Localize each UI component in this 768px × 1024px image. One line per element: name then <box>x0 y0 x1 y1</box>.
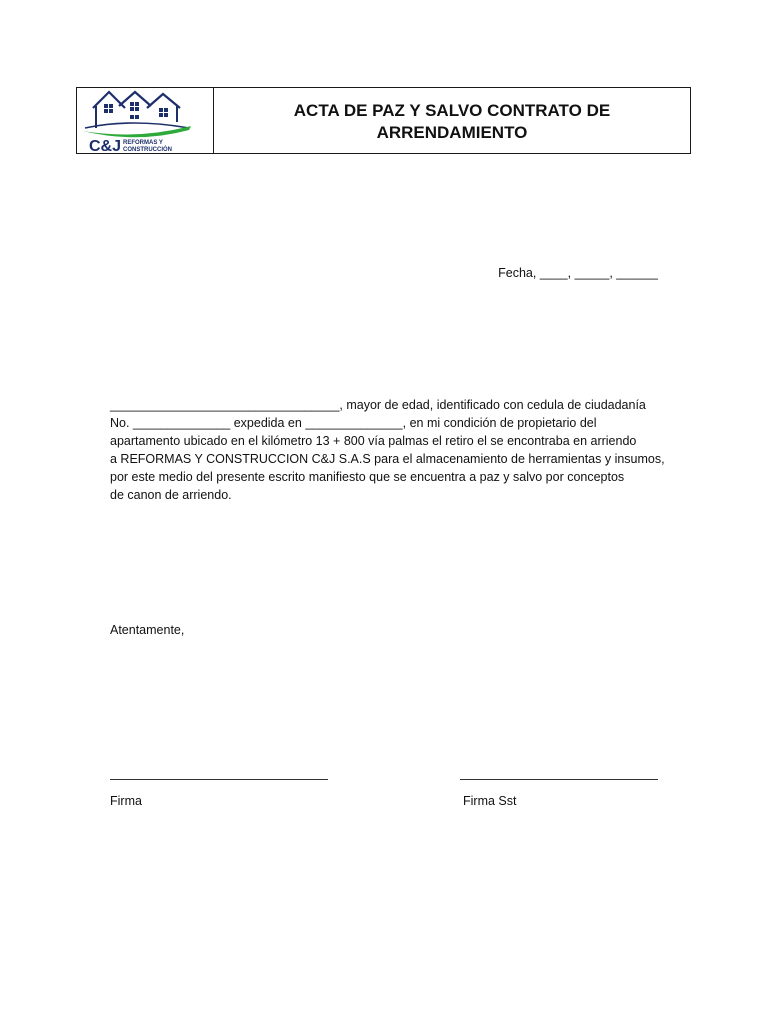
logo-tagline-2: CONSTRUCCIÓN <box>123 147 172 153</box>
signature-line-left <box>110 779 328 780</box>
logo-tagline-1: REFORMAS Y <box>123 140 163 146</box>
title-line-1: ACTA DE PAZ Y SALVO CONTRATO DE <box>293 100 611 120</box>
signature-label-left: Firma <box>110 794 142 808</box>
closing-text: Atentamente, <box>110 623 185 637</box>
signature-label-right: Firma Sst <box>463 794 517 808</box>
body-line: a REFORMAS Y CONSTRUCCION C&J S.A.S para el almacenamiento de herramientas y insumos, <box>110 452 665 466</box>
body-paragraph <box>110 396 666 504</box>
logo <box>77 88 214 153</box>
house-logo-icon <box>77 88 214 153</box>
title-line-2: ARRENDAMIENTO <box>376 122 528 142</box>
date-line: Fecha, ____, _____, ______ <box>498 266 658 280</box>
body-line: _________________________________, mayor de edad, identificado con cedula de ciudadanía <box>110 398 646 412</box>
body-line: por este medio del presente escrito manifiesto que se encuentra a paz y salvo por conceptos <box>110 470 625 484</box>
document-header <box>76 87 691 154</box>
document-title <box>214 88 690 153</box>
signature-line-right <box>460 779 658 780</box>
body-line: No. ______________ expedida en ______________, en mi condición de propietario del <box>110 416 597 430</box>
body-line: apartamento ubicado en el kilómetro 13 + 800 vía palmas el retiro el se encontraba en arriendo <box>110 434 637 448</box>
logo-brand: C&J <box>89 138 122 155</box>
body-line: de canon de arriendo. <box>110 488 232 502</box>
